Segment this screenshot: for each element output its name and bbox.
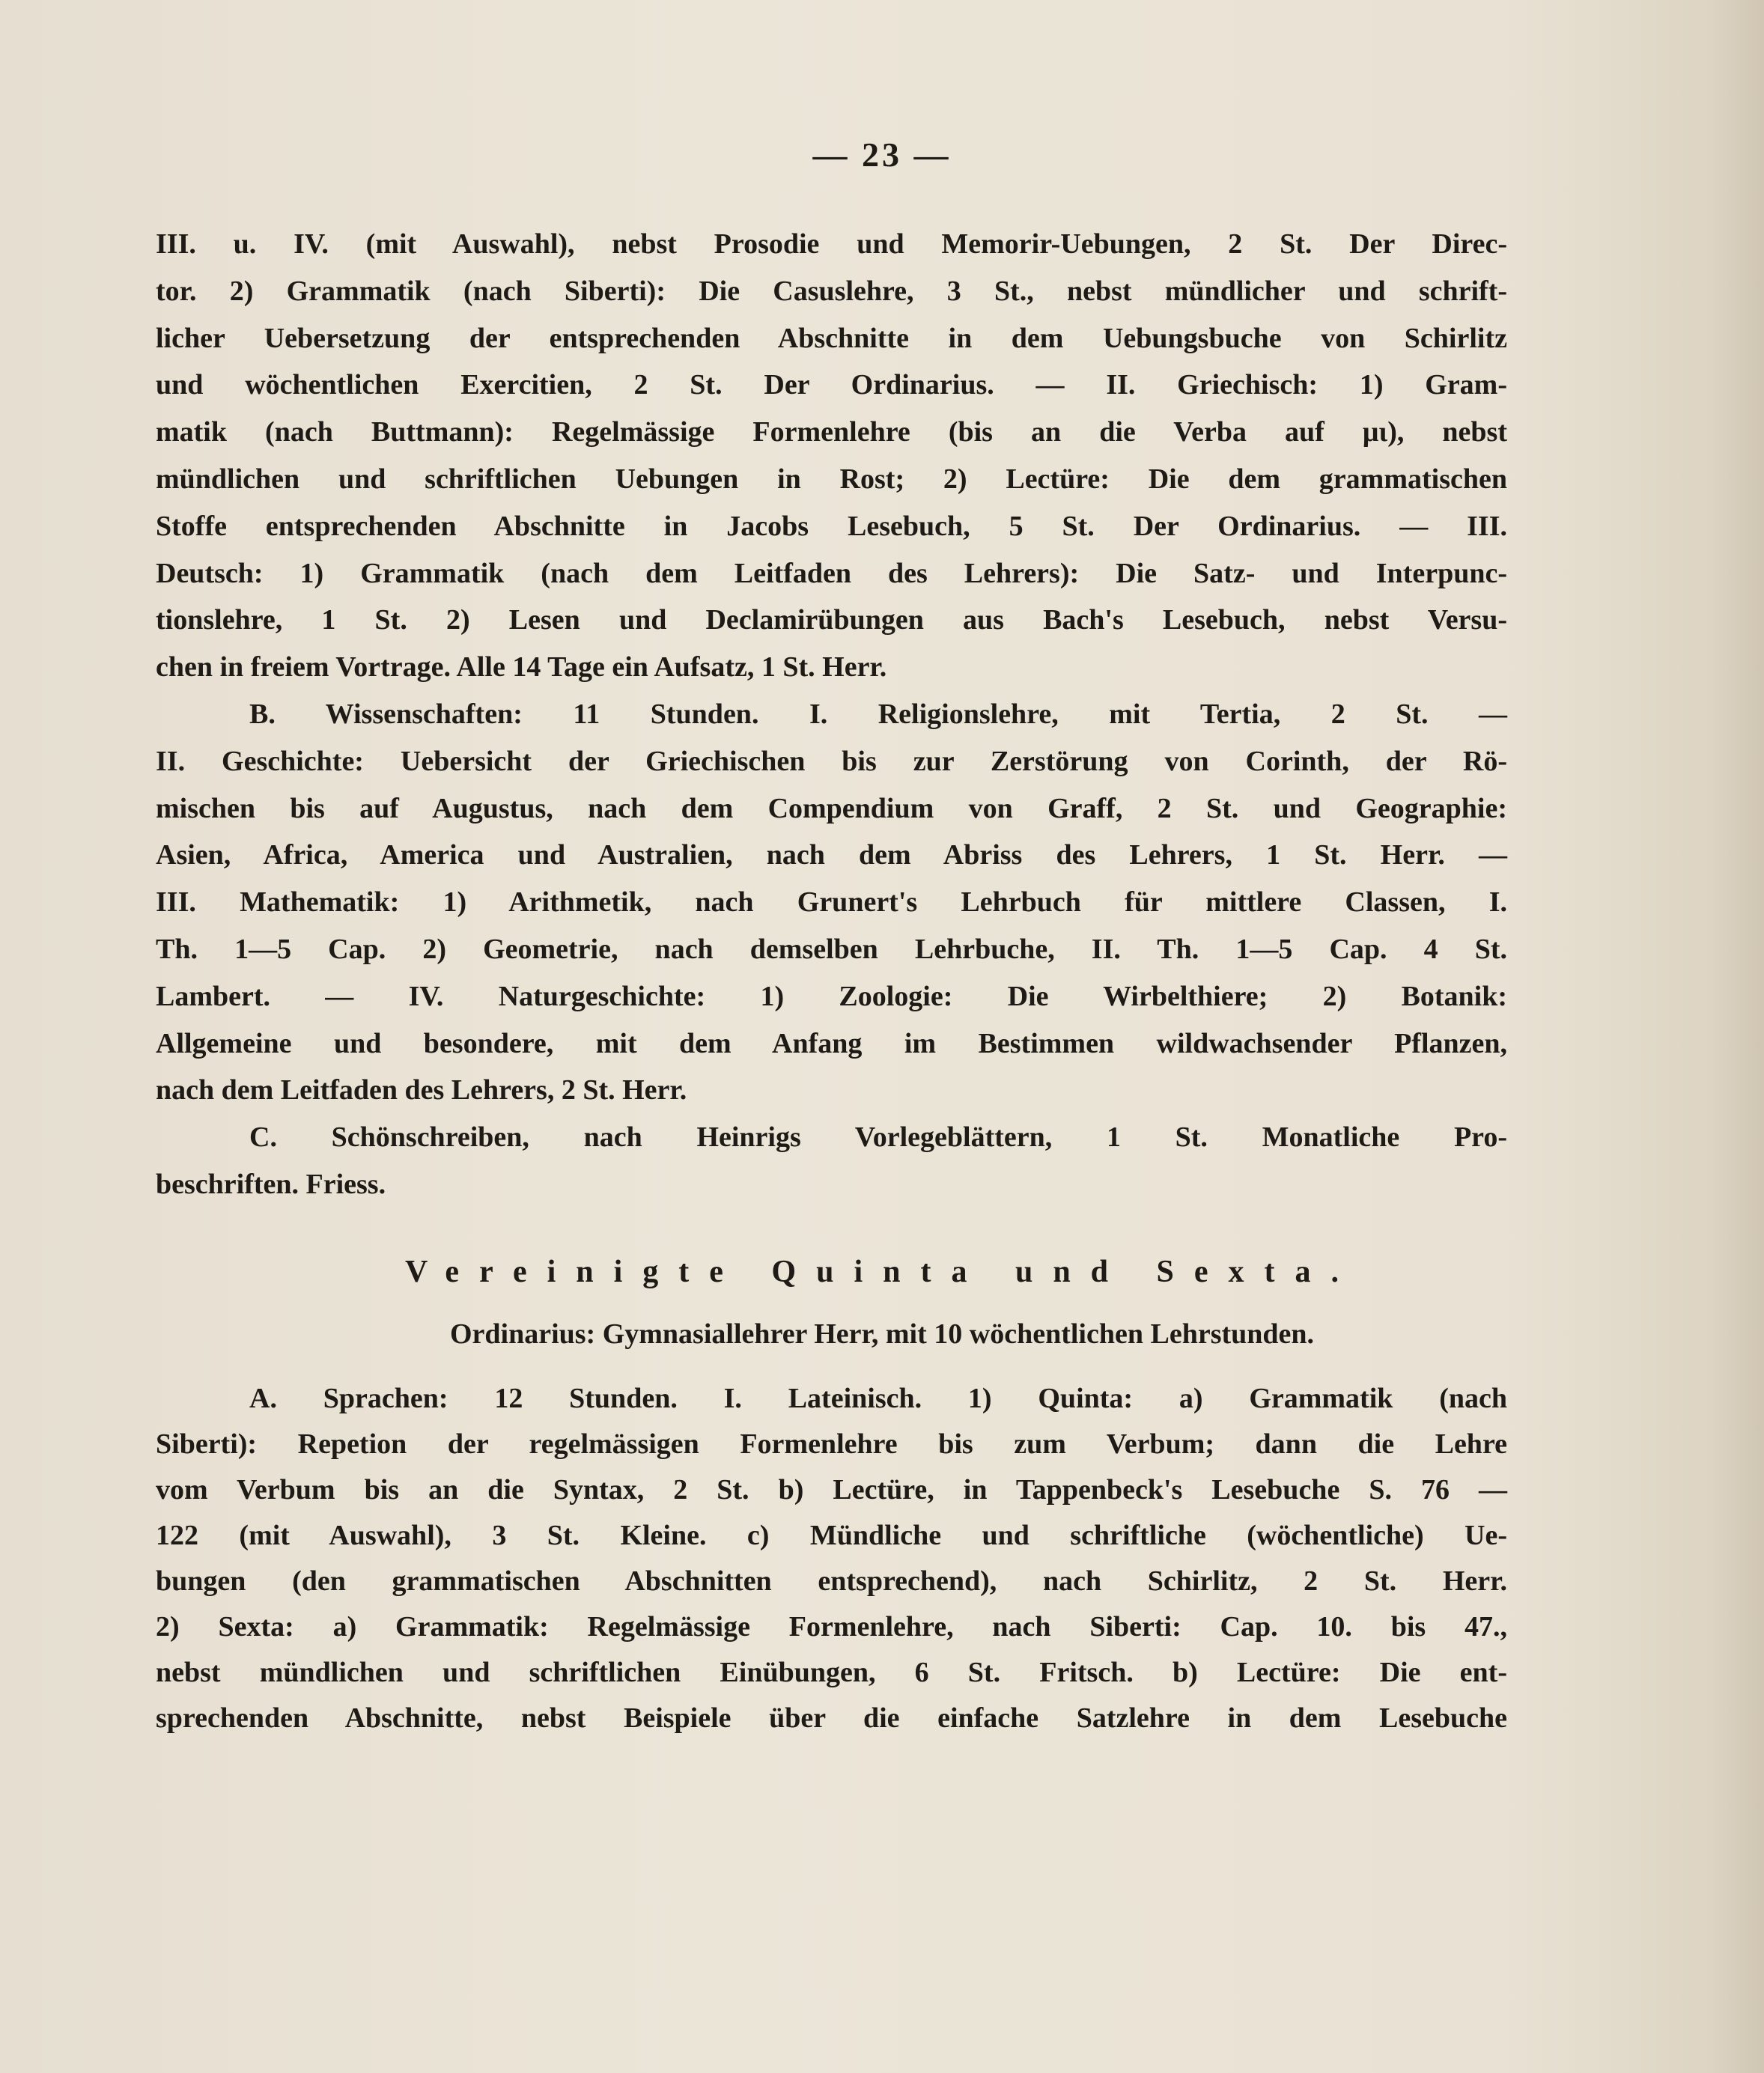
text-line: mischen bis auf Augustus, nach dem Compendium von Graff, 2 St. und Geographie: [156, 792, 1507, 824]
text-line: vom Verbum bis an die Syntax, 2 St. b) Lectüre, in Tappenbeck's Lesebuche S. 76 — [156, 1474, 1507, 1506]
text-line: bungen (den grammatischen Abschnitten entsprechend), nach Schirlitz, 2 St. Herr. [156, 1565, 1507, 1597]
text-line: matik (nach Buttmann): Regelmässige Formenlehre (bis an die Verba auf μι), nebst [156, 416, 1507, 448]
page-number: — 23 — [812, 136, 952, 174]
text-line: C. Schönschreiben, nach Heinrigs Vorlegeblättern, 1 St. Monatliche Pro- [249, 1121, 1507, 1154]
text-line: nebst mündlichen und schriftlichen Einübungen, 6 St. Fritsch. b) Lectüre: Die ent- [156, 1657, 1507, 1688]
text-line: Asien, Africa, America und Australien, nach dem Abriss des Lehrers, 1 St. Herr. — [156, 839, 1507, 871]
body-text-block-2 [156, 1376, 1507, 1741]
text-line: licher Uebersetzung der entsprechenden Abschnitte in dem Uebungsbuche von Schirlitz [156, 322, 1507, 354]
text-line: III. u. IV. (mit Auswahl), nebst Prosodie und Memorir-Uebungen, 2 St. Der Direc- [156, 228, 1507, 260]
body-text-block-1 [156, 221, 1507, 1208]
text-line: II. Geschichte: Uebersicht der Griechischen bis zur Zerstörung von Corinth, der Rö- [156, 745, 1507, 777]
section-subheading: Ordinarius: Gymnasiallehrer Herr, mit 10 wöchentlichen Lehrstunden. [449, 1318, 1315, 1350]
text-line: tionslehre, 1 St. 2) Lesen und Declamirübungen aus Bach's Lesebuch, nebst Versu- [156, 604, 1507, 636]
text-line: Deutsch: 1) Grammatik (nach dem Leitfaden des Lehrers): Die Satz- und Interpunc- [156, 557, 1507, 589]
text-line: nach dem Leitfaden des Lehrers, 2 St. Herr. [156, 1074, 687, 1106]
text-line: III. Mathematik: 1) Arithmetik, nach Grunert's Lehrbuch für mittlere Classen, I. [156, 886, 1507, 919]
text-line: A. Sprachen: 12 Stunden. I. Lateinisch. 1) Quinta: a) Grammatik (nach [249, 1383, 1507, 1414]
text-line: sprechenden Abschnitte, nebst Beispiele über die einfache Satzlehre in dem Lesebuche [156, 1702, 1507, 1734]
text-line: Siberti): Repetion der regelmässigen Formenlehre bis zum Verbum; dann die Lehre [156, 1428, 1507, 1460]
text-line: und wöchentlichen Exercitien, 2 St. Der Ordinarius. — II. Griechisch: 1) Gram- [156, 369, 1507, 401]
text-line: Allgemeine und besondere, mit dem Anfang im Bestimmen wildwachsender Pflanzen, [156, 1027, 1507, 1059]
text-line: Stoffe entsprechenden Abschnitte in Jacobs Lesebuch, 5 St. Der Ordinarius. — III. [156, 510, 1507, 542]
text-line: chen in freiem Vortrage. Alle 14 Tage ein Aufsatz, 1 St. Herr. [156, 651, 887, 684]
text-line: 122 (mit Auswahl), 3 St. Kleine. c) Mündliche und schriftliche (wöchentliche) Ue- [156, 1520, 1507, 1551]
text-line: tor. 2) Grammatik (nach Siberti): Die Casuslehre, 3 St., nebst mündlicher und schrift- [156, 275, 1507, 307]
text-line: beschriften. Friess. [156, 1168, 386, 1200]
text-line: mündlichen und schriftlichen Uebungen in Rost; 2) Lectüre: Die dem grammatischen [156, 463, 1507, 495]
text-line: B. Wissenschaften: 11 Stunden. I. Religionslehre, mit Tertia, 2 St. — [249, 698, 1507, 730]
text-line: Lambert. — IV. Naturgeschichte: 1) Zoologie: Die Wirbelthiere; 2) Botanik: [156, 980, 1507, 1012]
text-line: 2) Sexta: a) Grammatik: Regelmässige Formenlehre, nach Siberti: Cap. 10. bis 47., [156, 1611, 1507, 1643]
section-heading: Vereinigte Quinta und Sexta. [404, 1255, 1360, 1289]
text-line: Th. 1—5 Cap. 2) Geometrie, nach demselben Lehrbuche, II. Th. 1—5 Cap. 4 St. [156, 933, 1507, 965]
